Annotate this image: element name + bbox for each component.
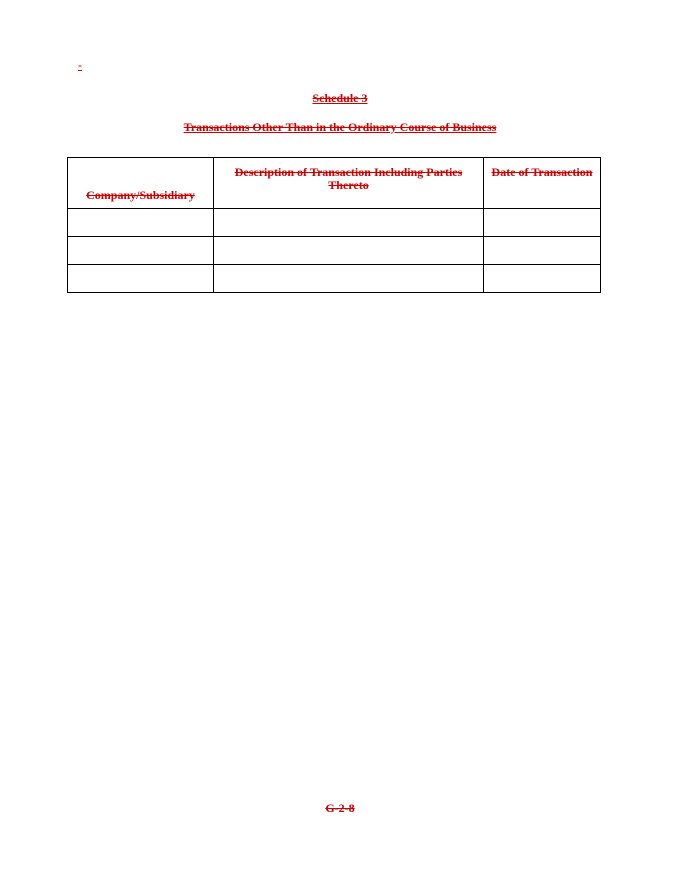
table-row: [68, 237, 601, 265]
table-cell: [214, 265, 484, 293]
table-cell: [484, 209, 601, 237]
table-row: [68, 209, 601, 237]
header-description: Description of Transaction Including Parties Thereto: [214, 158, 484, 209]
table-cell: [68, 209, 214, 237]
revision-marker: -: [78, 58, 82, 72]
table-header-row: [68, 158, 601, 209]
table-row: [68, 265, 601, 293]
table-cell: [214, 237, 484, 265]
header-company-subsidiary: Company/Subsidiary: [68, 158, 214, 209]
table-cell: [214, 209, 484, 237]
table-cell: [484, 265, 601, 293]
schedule-title: Schedule 3: [312, 91, 368, 105]
table-cell: [484, 237, 601, 265]
page-number-footer: G-2-8: [325, 801, 355, 815]
schedule-subtitle: Transactions Other Than in the Ordinary Course of Business: [183, 120, 497, 134]
table-cell: [68, 265, 214, 293]
table-cell: [68, 237, 214, 265]
transactions-table: [67, 157, 601, 293]
header-date: Date of Transaction: [484, 158, 601, 209]
